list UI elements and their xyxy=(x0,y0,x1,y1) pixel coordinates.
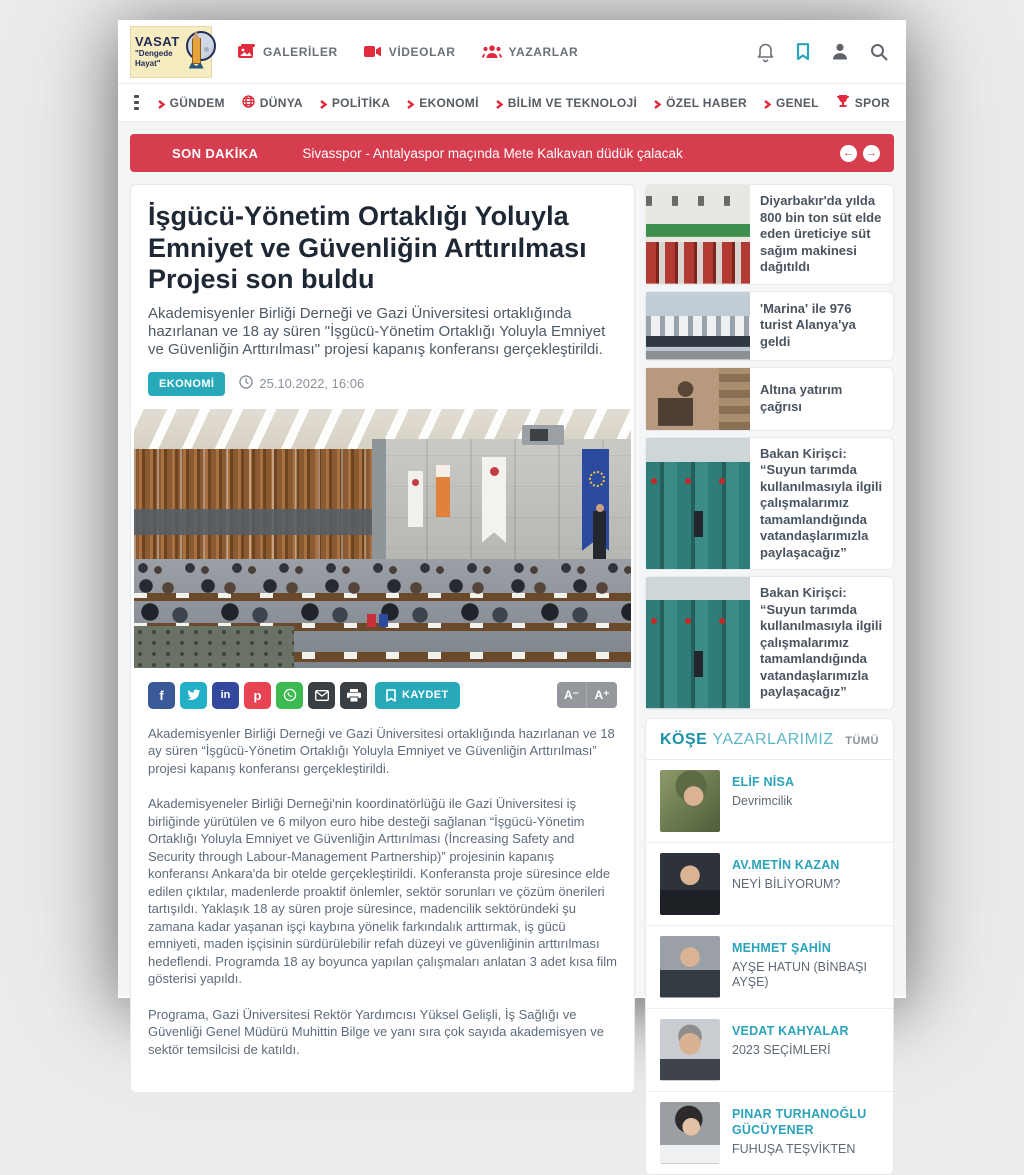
menu-item-authors[interactable]: YAZARLAR xyxy=(482,45,579,59)
share-toolbar xyxy=(148,682,617,709)
nav-item-dunya[interactable]: DÜNYA xyxy=(242,95,303,111)
user-icon[interactable] xyxy=(832,43,848,60)
article-paragraph: Akademisyenler Birliği Derneği ve Gazi Üniversitesi ortaklığında hazırlanan ve 18 ay süren “İşgücü-Yönetim Ortaklığı Yoluyla Emniyet ve Güvenliğin Arttırılması” projesi kapanış konferansı gerçekleştirildi. xyxy=(148,725,615,776)
breaking-news-label: SON DAKİKA xyxy=(172,145,259,161)
nav-item-bilim-ve-teknoloji[interactable]: BİLİM VE TEKNOLOJİ xyxy=(496,96,637,110)
breaking-news-headline[interactable]: Sivasspor - Antalyaspor maçında Mete Kalkavan düdük çalacak xyxy=(302,145,683,161)
sidebar-news-item[interactable]: Bakan Kirişci: “Suyun tarımda kullanılmasıyla ilgili çalışmalarımız tamamlandığında vatandaşlarımızla paylaşacağız” xyxy=(645,437,894,571)
article-subtitle: Akademisyenler Birliği Derneği ve Gazi Üniversitesi ortaklığında hazırlanan ve 18 ay süren "İşgücü-Yönetim Ortaklığı Yoluyla Emniyet ve Güvenliğin Arttırılması" projesi kapanış konferansı gerçekleştirildi. xyxy=(148,304,606,358)
content-area xyxy=(118,122,906,1156)
clock-icon xyxy=(239,375,253,392)
columnist-item[interactable]: MEHMET ŞAHİN AYŞE HATUN (BİNBAŞI AYŞE) xyxy=(646,926,893,1009)
article-card xyxy=(130,184,635,1093)
columnists-title-bold: KÖŞE xyxy=(660,730,708,748)
font-larger-button[interactable]: A⁺ xyxy=(587,682,617,708)
facebook-share-button[interactable]: f xyxy=(148,682,175,709)
bookmark-icon[interactable] xyxy=(796,43,810,61)
sidebar-news-item[interactable]: 'Marina' ile 976 turist Alanya'ya geldi xyxy=(645,291,894,361)
menu-item-galleries[interactable]: GALERİLER xyxy=(238,44,338,59)
avatar xyxy=(660,770,720,832)
chevron-right-icon xyxy=(320,98,327,107)
chevron-right-icon xyxy=(764,98,771,107)
category-nav xyxy=(118,84,906,122)
globe-icon xyxy=(242,95,255,111)
news-thumbnail-trucks xyxy=(646,577,750,709)
sidebar-news-item[interactable]: Diyarbakır'da yılda 800 bin ton süt elde eden üreticiye süt sağım makinesi dağıtıldı xyxy=(645,184,894,285)
article-body xyxy=(148,725,617,1059)
chevron-right-icon xyxy=(158,98,165,107)
banner-white xyxy=(408,471,423,527)
projector xyxy=(522,425,564,445)
news-page xyxy=(118,20,906,1156)
hamburger-menu-icon[interactable] xyxy=(134,95,139,110)
authors-icon xyxy=(482,45,502,59)
site-logo[interactable] xyxy=(130,26,212,78)
trophy-icon xyxy=(836,94,850,111)
linkedin-share-button[interactable]: in xyxy=(212,682,239,709)
email-share-button[interactable] xyxy=(308,682,335,709)
columnists-all-link[interactable]: TÜMÜ xyxy=(845,734,879,747)
nav-item-politika[interactable]: POLİTİKA xyxy=(320,96,390,110)
print-share-button[interactable] xyxy=(340,682,367,709)
breaking-prev-icon[interactable]: ← xyxy=(840,145,857,162)
envelope-icon xyxy=(315,690,329,701)
banner-white-logo xyxy=(482,457,506,543)
nav-item-spor[interactable]: SPOR xyxy=(836,94,890,111)
article-title: İşgücü-Yönetim Ortaklığı Yoluyla Emniyet ve Güvenliğin Arttırılması Projesi son buldu xyxy=(148,201,587,295)
columnists-header xyxy=(646,719,893,760)
chevron-right-icon xyxy=(496,98,503,107)
columnists-title-light: YAZARLARIMIZ xyxy=(712,730,834,748)
news-thumbnail-cruise-ship xyxy=(646,292,750,360)
header-icons xyxy=(757,42,888,61)
audience xyxy=(134,559,631,668)
logo-moon-pencil-art xyxy=(182,30,216,74)
menu-item-videos[interactable]: VİDEOLAR xyxy=(364,45,456,59)
article-photo-conference-room xyxy=(134,409,631,668)
sidebar-news-item[interactable]: Bakan Kirişci: “Suyun tarımda kullanılmasıyla ilgili çalışmalarımız tamamlandığında vatandaşlarımızla paylaşacağız” xyxy=(645,576,894,710)
standing-person xyxy=(593,511,606,561)
chevron-right-icon xyxy=(654,98,661,107)
news-thumbnail-milking-machines xyxy=(646,185,750,284)
sidebar xyxy=(645,184,894,1175)
avatar xyxy=(660,853,720,915)
breaking-next-icon[interactable]: → xyxy=(863,145,880,162)
avatar xyxy=(660,1102,720,1164)
article-datetime: 25.10.2022, 16:06 xyxy=(259,376,365,392)
article-paragraph: Programa, Gazi Üniversitesi Rektör Yardımcısı Yüksel Gelişli, İş Sağlığı ve Güvenliği Genel Müdürü Muhittin Bilge ve yanı sıra çok sayıda akademisyen ve sektör temsilcisi de katıldı. xyxy=(148,1006,604,1057)
article-meta xyxy=(148,372,617,396)
site-header xyxy=(118,20,906,84)
table-flags-turkey-eu xyxy=(367,614,388,627)
columnist-item[interactable]: ELİF NİSA Devrimcilik xyxy=(646,760,893,843)
columnists-card xyxy=(645,718,894,1175)
logo-title: VASAT xyxy=(135,34,180,49)
breaking-news-bar xyxy=(130,134,894,172)
chevron-right-icon xyxy=(407,98,414,107)
columnist-item[interactable]: PINAR TURHANOĞLU GÜCÜYENER FUHUŞA TEŞVİKTEN xyxy=(646,1092,893,1174)
news-thumbnail-trucks xyxy=(646,438,750,570)
bookmark-icon xyxy=(386,689,396,702)
search-icon[interactable] xyxy=(870,43,888,61)
avatar xyxy=(660,1019,720,1081)
nav-item-gundem[interactable]: GÜNDEM xyxy=(158,96,225,110)
avatar xyxy=(660,936,720,998)
logo-subtitle-line2: Hayat" xyxy=(135,59,161,68)
whatsapp-share-button[interactable] xyxy=(276,682,303,709)
nav-item-genel[interactable]: GENEL xyxy=(764,96,819,110)
printer-icon xyxy=(347,689,361,702)
nav-item-ozel-haber[interactable]: ÖZEL HABER xyxy=(654,96,747,110)
columnist-item[interactable]: AV.METİN KAZAN NEYİ BİLİYORUM? xyxy=(646,843,893,926)
save-article-button[interactable]: KAYDET xyxy=(375,682,460,709)
notifications-icon[interactable] xyxy=(757,42,774,61)
news-thumbnail-man-at-desk xyxy=(646,368,750,430)
gallery-icon xyxy=(238,44,256,59)
logo-subtitle-line1: "Dengede xyxy=(135,49,173,58)
twitter-share-button[interactable] xyxy=(180,682,207,709)
nav-item-ekonomi[interactable]: EKONOMİ xyxy=(407,96,478,110)
whatsapp-icon xyxy=(283,688,297,702)
twitter-icon xyxy=(187,689,201,701)
columnist-item[interactable]: VEDAT KAHYALAR 2023 SEÇİMLERİ xyxy=(646,1009,893,1092)
header-menu xyxy=(238,44,578,59)
banner-orange xyxy=(436,465,450,517)
font-smaller-button[interactable]: A⁻ xyxy=(557,682,587,708)
category-badge[interactable]: EKONOMİ xyxy=(148,372,225,396)
article-paragraph: Akademisyeneler Birliği Derneği'nin koordinatörlüğü ile Gazi Üniversitesi iş birliğinde yürütülen ve 6 milyon euro hibe desteği sağlanan “İşgücü-Yönetim Ortaklığı Yoluyla Emniyet ve Güvenliğin Arttırılması (İncreasing Safety and Security through Labour-Management Partnership)” projesinin kapanış konferansı Ankara'da bir otelde gerçekleştirildi. Konferansta proje süresince elde edilen çıktılar, madenlerde proaktif önlemler, sektör sorunları ve çözüm önerileri tartışıldı. Yaklaşık 18 ay süren proje süresince, madencilik sektöründeki şu zamana kadar yaşanan işçi kaybına yönelik farkındalık arttırmak, iş gücü emniyeti, maden işçisinin sürdürülebilir refah düzeyi ve güvenliğinin arttırılması hedeflendi. Programda 18 ay boyunca yapılan çalışmaları anlatan 3 adet kısa film gösterisi yapıldı. xyxy=(148,796,617,987)
video-icon xyxy=(364,45,382,58)
sidebar-news-item[interactable]: Altına yatırım çağrısı xyxy=(645,367,894,431)
pinterest-share-button[interactable]: p xyxy=(244,682,271,709)
